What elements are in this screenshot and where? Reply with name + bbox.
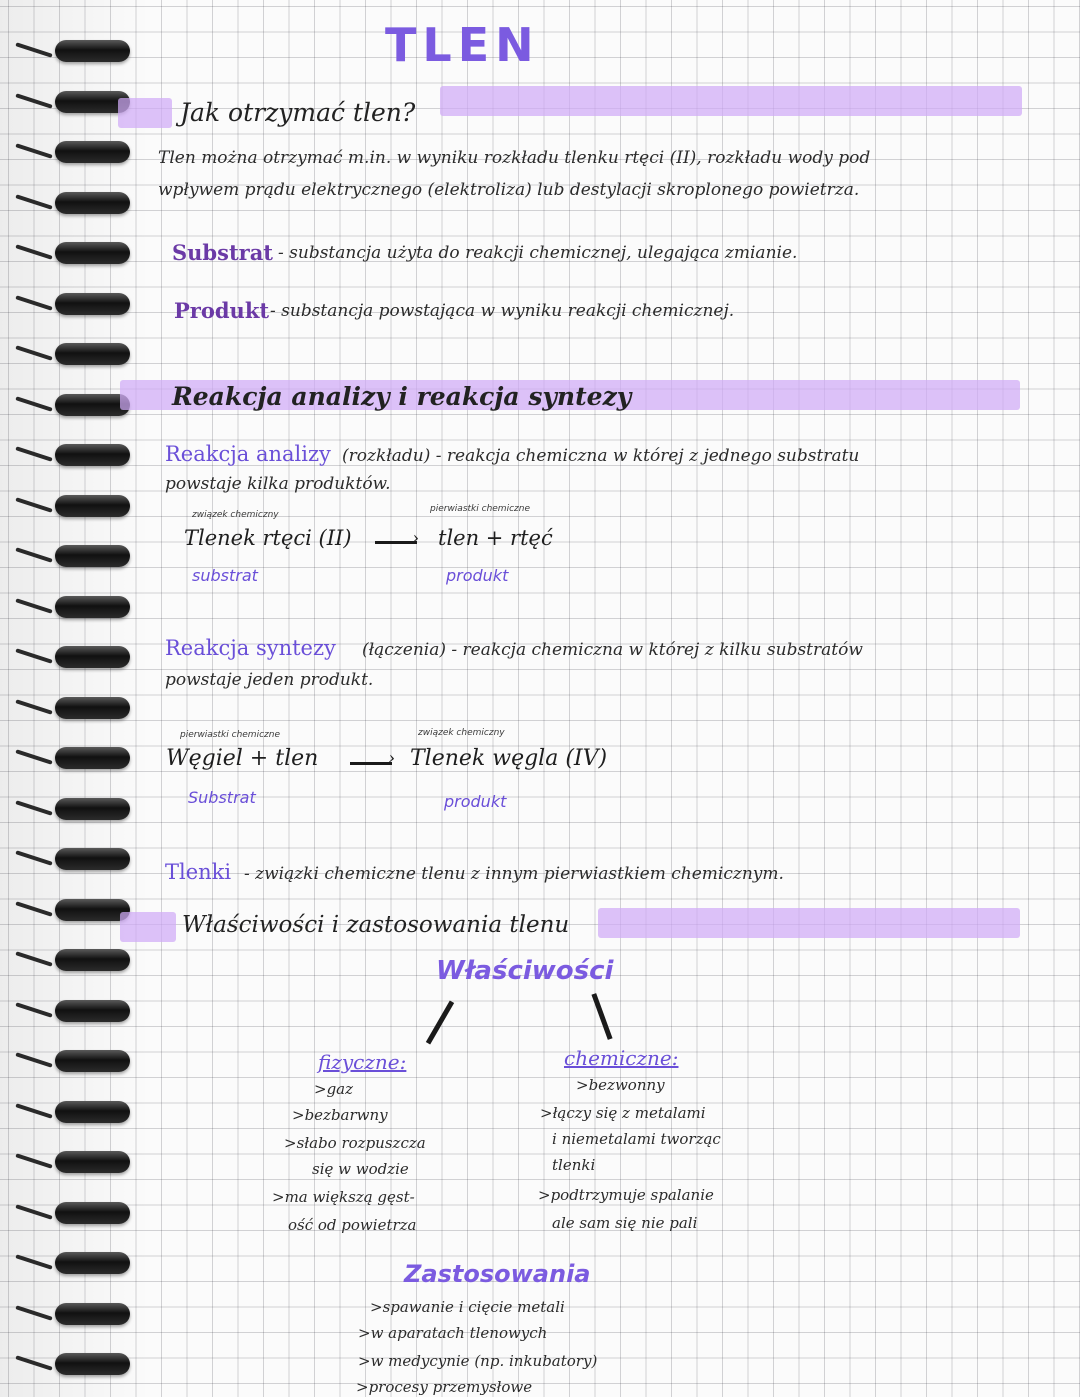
paragraph-line-2: wpływem prądu elektrycznego (elektroliza) lub destylacji skroplonego powietrza. [158,180,860,200]
section-heading-wlasciwosci: Właściwości i zastosowania tlenu [182,912,570,938]
paragraph-line-1: Tlen można otrzymać m.in. w wyniku rozkładu tlenku rtęci (II), rozkładu wody pod [158,148,871,168]
spiral-coil [55,242,130,264]
heading-highlight-wlasciwosci-left [120,912,176,942]
role-produkt-synteza: produkt [444,792,507,811]
definition-analizy-line-1: (rozkładu) - reakcja chemiczna w której z jednego substratu [342,446,860,466]
reaction-arrow-synteza [350,762,392,765]
list-item: >podtrzymuje spalanie [538,1186,714,1204]
spiral-coil [55,495,130,517]
equation-analiza-left: Tlenek rtęci (II) [184,526,352,550]
spiral-coil [55,1202,130,1224]
role-substrat-synteza: Substrat [188,788,256,807]
list-item: >słabo rozpuszcza [284,1134,426,1152]
spiral-coil [55,545,130,567]
list-item: >procesy przemysłowe [356,1378,533,1396]
heading-highlight-wlasciwosci-right [598,908,1020,938]
list-item: >ma większą gęst- [272,1188,415,1206]
spiral-coil [55,848,130,870]
spiral-coil [55,697,130,719]
list-item: >w aparatach tlenowych [358,1324,548,1342]
tree-title-wlasciwosci: Właściwości [436,956,614,986]
branch-chemiczne: chemiczne: [564,1046,679,1070]
spiral-coil [55,646,130,668]
label-pierwiastki-chemiczne: pierwiastki chemiczne [430,504,530,514]
spiral-coil [55,141,130,163]
spiral-coil [55,192,130,214]
list-item: >bezwonny [576,1076,665,1094]
equation-analiza-right: tlen + rtęć [438,526,553,550]
spiral-coil [55,747,130,769]
arrow-head-icon: › [412,528,420,549]
list-item: >gaz [314,1080,354,1098]
term-reakcja-syntezy: Reakcja syntezy [165,636,336,660]
list-item: ale sam się nie pali [552,1214,698,1232]
term-produkt: Produkt [174,298,270,323]
spiral-coil [55,1303,130,1325]
spiral-coil [55,1000,130,1022]
definition-substrat: - substancja użyta do reakcji chemicznej, ulegająca zmianie. [278,243,798,263]
spiral-coil [55,444,130,466]
list-item: się w wodzie [312,1160,409,1178]
spiral-coil [55,293,130,315]
spiral-coil [55,596,130,618]
equation-synteza-left: Węgiel + tlen [166,746,319,771]
term-reakcja-analizy: Reakcja analizy [165,442,331,466]
heading-highlight-right [440,86,1022,116]
definition-syntezy-line-1: (łączenia) - reakcja chemiczna w której z kilku substratów [362,640,863,660]
spiral-coil [55,1050,130,1072]
section-heading-reakcje: Reakcja analizy i reakcja syntezy [172,382,632,411]
term-tlenki: Tlenki [165,860,232,884]
arrow-head-icon-synteza: › [388,748,396,769]
definition-analizy-line-2: powstaje kilka produktów. [165,474,391,494]
spiral-coil [55,899,130,921]
term-substrat: Substrat [172,240,274,265]
spiral-coil [55,40,130,62]
role-substrat-analiza: substrat [192,566,258,585]
definition-syntezy-line-2: powstaje jeden produkt. [165,670,374,690]
role-produkt-analiza: produkt [446,566,509,585]
spiral-coil [55,1101,130,1123]
heading-highlight-left [118,98,172,128]
label-zwiazek-chemiczny: związek chemiczny [192,510,279,520]
spiral-coil [55,394,130,416]
list-item: >w medycynie (np. inkubatory) [358,1352,598,1370]
branch-fizyczne: fizyczne: [318,1050,407,1074]
reaction-arrow-analiza [375,541,417,544]
page-title: TLEN [385,18,540,72]
definition-produkt: - substancja powstająca w wyniku reakcji chemicznej. [270,301,735,321]
label-zwiazek-chemiczny-synteza: związek chemiczny [418,728,505,738]
spiral-coil [55,798,130,820]
equation-synteza-right: Tlenek węgla (IV) [410,746,608,771]
list-item: >bezbarwny [292,1106,388,1124]
list-item: tlenki [552,1156,596,1174]
list-item: >łączy się z metalami [540,1104,706,1122]
spiral-coil [55,949,130,971]
definition-tlenki: - związki chemiczne tlenu z innym pierwiastkiem chemicznym. [244,864,784,884]
label-pierwiastki-chemiczne-synteza: pierwiastki chemiczne [180,730,280,740]
spiral-coil [55,1252,130,1274]
list-item: ość od powietrza [288,1216,417,1234]
zastosowania-title: Zastosowania [404,1260,591,1288]
spiral-coil [55,343,130,365]
spiral-coil [55,1151,130,1173]
list-item: >spawanie i cięcie metali [370,1298,565,1316]
list-item: i niemetalami tworząc [552,1130,721,1148]
spiral-coil [55,1353,130,1375]
section-heading-otrzymywanie: Jak otrzymać tlen? [180,98,416,127]
